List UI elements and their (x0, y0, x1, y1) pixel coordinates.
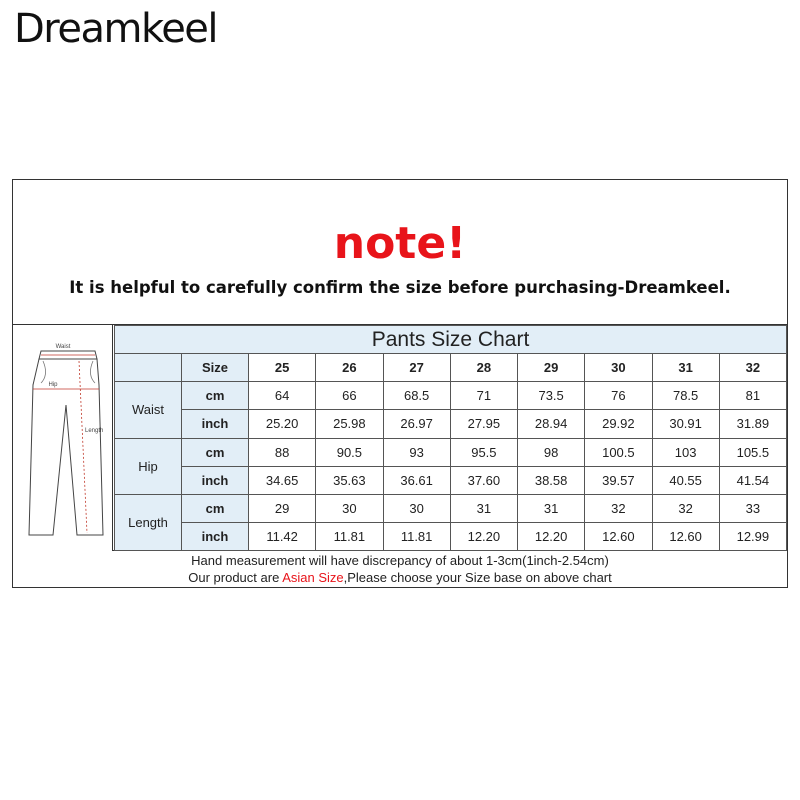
measurement-value: 26.97 (383, 410, 450, 438)
measurement-value: 28.94 (518, 410, 585, 438)
note-title: note! (333, 218, 467, 269)
chart-title: Pants Size Chart (115, 326, 787, 354)
asian-size-highlight: Asian Size (282, 570, 344, 585)
unit-label: inch (182, 410, 249, 438)
measurement-value: 31 (450, 494, 517, 522)
measurement-value: 90.5 (316, 438, 383, 466)
measurement-value: 11.42 (249, 522, 316, 550)
measurement-value: 35.63 (316, 466, 383, 494)
size-column-header: 29 (518, 354, 585, 382)
measurement-value: 93 (383, 438, 450, 466)
footer-line-2-suffix: ,Please choose your Size base on above chart (343, 570, 612, 585)
measurement-value: 78.5 (652, 382, 719, 410)
measurement-value: 81 (719, 382, 786, 410)
measurement-value: 25.98 (316, 410, 383, 438)
hip-label: Hip (48, 382, 58, 388)
measurement-value: 76 (585, 382, 652, 410)
pants-diagram-icon (13, 325, 113, 551)
measurement-value: 11.81 (383, 522, 450, 550)
measurement-value: 12.60 (652, 522, 719, 550)
unit-label: cm (182, 382, 249, 410)
measurement-value: 12.99 (719, 522, 786, 550)
unit-label: cm (182, 438, 249, 466)
table-row (115, 466, 787, 494)
measurement-value: 95.5 (450, 438, 517, 466)
measurement-value: 25.20 (249, 410, 316, 438)
measurement-value: 32 (585, 494, 652, 522)
measurement-group-label: Waist (115, 382, 182, 438)
measurement-value: 27.95 (450, 410, 517, 438)
measurement-group-label: Hip (115, 438, 182, 494)
measurement-value: 38.58 (518, 466, 585, 494)
measurement-group-label: Length (115, 494, 182, 550)
measurement-value: 30 (383, 494, 450, 522)
size-chart (114, 325, 787, 551)
size-info-panel (12, 179, 788, 588)
size-header-cell: Size (182, 354, 249, 382)
measurement-value: 33 (719, 494, 786, 522)
measurement-value: 103 (652, 438, 719, 466)
measurement-value: 30.91 (652, 410, 719, 438)
measurement-value: 66 (316, 382, 383, 410)
measurement-value: 34.65 (249, 466, 316, 494)
measurement-value: 30 (316, 494, 383, 522)
table-row (115, 522, 787, 550)
measurement-value: 68.5 (383, 382, 450, 410)
measurement-value: 29 (249, 494, 316, 522)
measurement-value: 12.20 (450, 522, 517, 550)
size-column-header: 28 (450, 354, 517, 382)
length-label: Length (85, 428, 104, 434)
measurement-value: 71 (450, 382, 517, 410)
size-header-row (115, 354, 787, 382)
size-table (114, 325, 787, 551)
footer-line-2-prefix: Our product are (188, 570, 283, 585)
measurement-value: 29.92 (585, 410, 652, 438)
blank-corner-cell (115, 354, 182, 382)
pants-illustration (13, 325, 113, 551)
footer-notes (13, 551, 787, 587)
footer-line-1: Hand measurement will have discrepancy of about 1-3cm(1inch-2.54cm) (191, 553, 609, 568)
measurement-value: 11.81 (316, 522, 383, 550)
measurement-value: 31 (518, 494, 585, 522)
measurement-value: 41.54 (719, 466, 786, 494)
waist-label: Waist (55, 344, 71, 350)
brand-logo: Dreamkeel (14, 6, 218, 52)
table-row (115, 494, 787, 522)
table-row (115, 410, 787, 438)
measurement-value: 105.5 (719, 438, 786, 466)
note-text: It is helpful to carefully confirm the size before purchasing-Dreamkeel. (69, 278, 731, 297)
measurement-value: 12.20 (518, 522, 585, 550)
measurement-value: 31.89 (719, 410, 786, 438)
table-row (115, 382, 787, 410)
measurement-value: 100.5 (585, 438, 652, 466)
size-column-header: 32 (719, 354, 786, 382)
measurement-value: 88 (249, 438, 316, 466)
measurement-value: 36.61 (383, 466, 450, 494)
measurement-value: 98 (518, 438, 585, 466)
size-chart-section (13, 324, 787, 551)
size-column-header: 26 (316, 354, 383, 382)
measurement-value: 64 (249, 382, 316, 410)
unit-label: cm (182, 494, 249, 522)
table-row (115, 438, 787, 466)
unit-label: inch (182, 466, 249, 494)
size-column-header: 31 (652, 354, 719, 382)
size-column-header: 27 (383, 354, 450, 382)
footer-line-2 (13, 570, 787, 585)
measurement-value: 32 (652, 494, 719, 522)
measurement-value: 39.57 (585, 466, 652, 494)
note-section (13, 180, 787, 324)
size-column-header: 30 (585, 354, 652, 382)
measurement-value: 12.60 (585, 522, 652, 550)
unit-label: inch (182, 522, 249, 550)
measurement-value: 40.55 (652, 466, 719, 494)
measurement-value: 37.60 (450, 466, 517, 494)
measurement-value: 73.5 (518, 382, 585, 410)
size-column-header: 25 (249, 354, 316, 382)
